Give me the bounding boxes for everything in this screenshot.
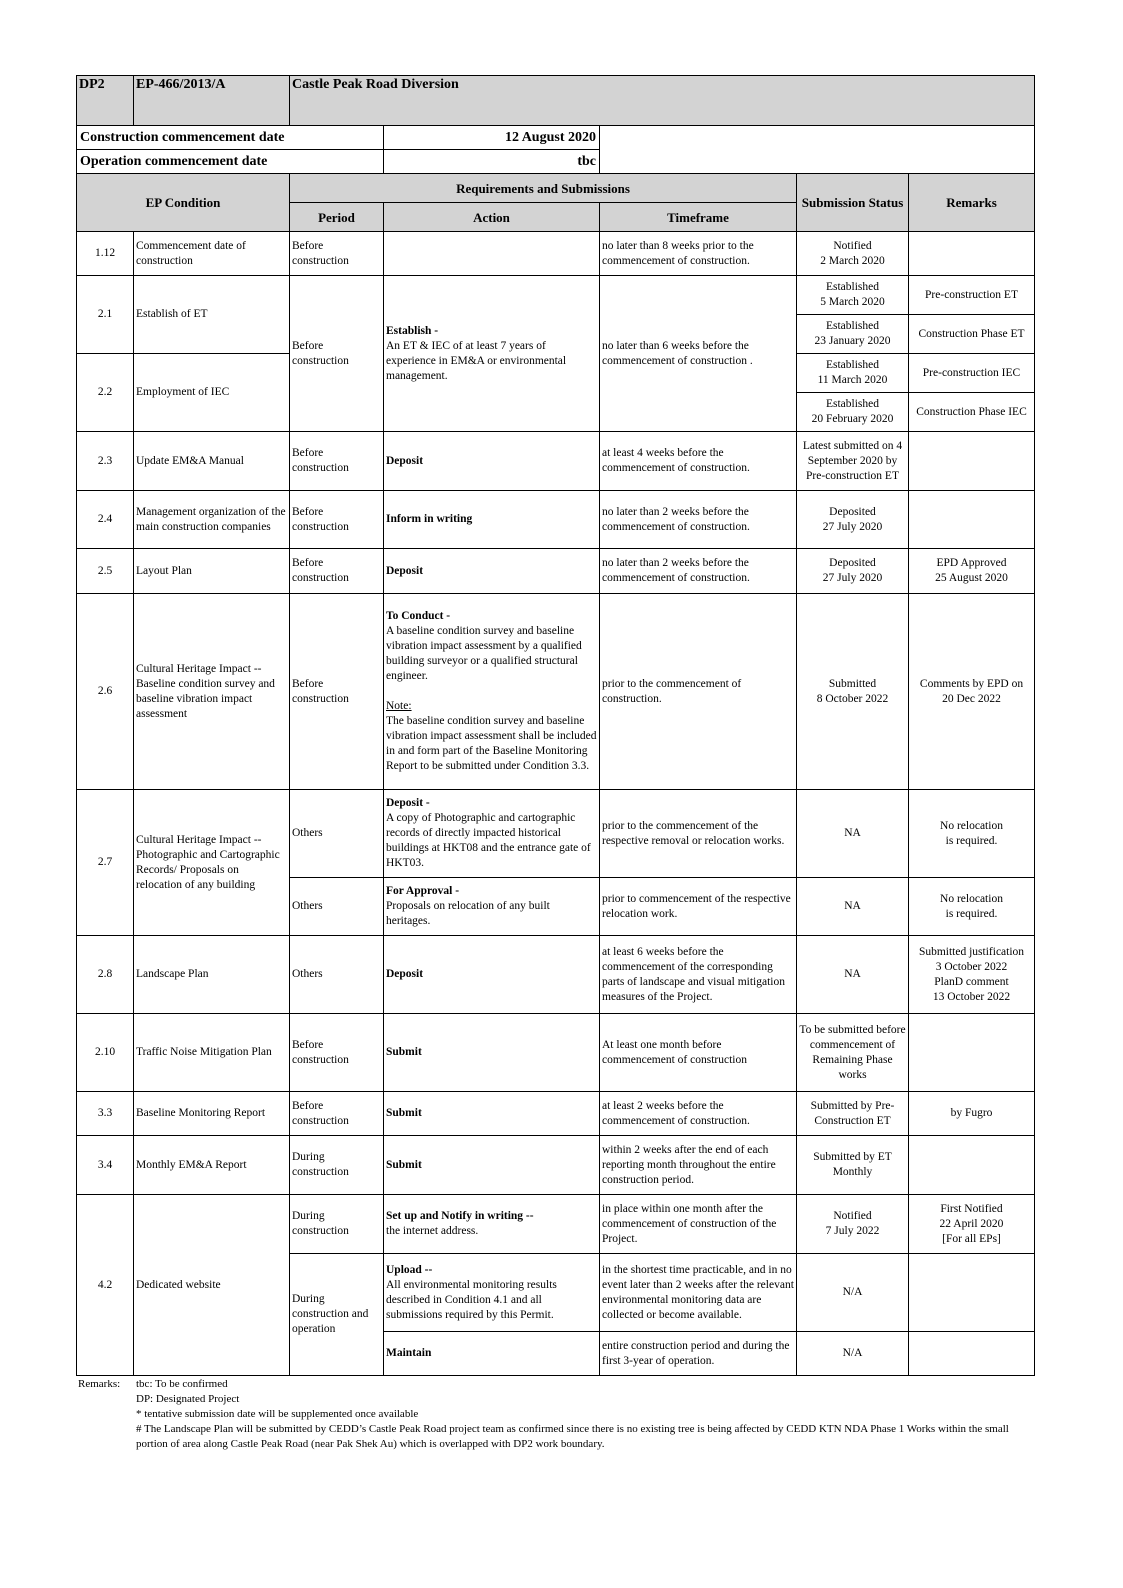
condition-number: 2.2 bbox=[77, 354, 134, 432]
note-text: The baseline condition survey and baseline vibration impact assessment shall be included in and form part of the Baseline Monitoring Report to be submitted under Condition 3.3. bbox=[386, 715, 597, 772]
col-remarks: Remarks bbox=[909, 174, 1035, 232]
timeframe-cell: at least 2 weeks before the commencement of construction. bbox=[600, 1092, 797, 1136]
dp-code: DP2 bbox=[77, 76, 134, 126]
action-cell: Submit bbox=[384, 1014, 600, 1092]
remarks-cell bbox=[909, 1332, 1035, 1376]
table-row bbox=[77, 276, 1035, 315]
condition-title: Management organization of the main construction companies bbox=[134, 491, 290, 549]
condition-title: Baseline Monitoring Report bbox=[134, 1092, 290, 1136]
timeframe-cell: entire construction period and during the first 3-year of operation. bbox=[600, 1332, 797, 1376]
action-title: Set up and Notify in writing -- bbox=[386, 1210, 534, 1222]
condition-title: Traffic Noise Mitigation Plan bbox=[134, 1014, 290, 1092]
period-cell: Before construction bbox=[290, 549, 384, 594]
table-row bbox=[77, 1014, 1035, 1092]
action-text: the internet address. bbox=[386, 1225, 479, 1237]
timeframe-cell: in the shortest time practicable, and in no event later than 2 weeks after the relevant environmental monitoring data are collected or become available. bbox=[600, 1254, 797, 1332]
col-requirements: Requirements and Submissions bbox=[290, 174, 797, 203]
action-title: For Approval - bbox=[386, 885, 460, 897]
remark-line: * tentative submission date will be supplemented once available bbox=[136, 1408, 419, 1420]
table-row bbox=[77, 232, 1035, 276]
remarks-cell: No relocation is required. bbox=[909, 790, 1035, 878]
table-row bbox=[77, 1136, 1035, 1195]
action-title: To Conduct - bbox=[386, 610, 451, 622]
timeframe-cell: at least 4 weeks before the commencement of construction. bbox=[600, 432, 797, 491]
status-cell: N/A bbox=[797, 1254, 909, 1332]
status-cell: Deposited 27 July 2020 bbox=[797, 491, 909, 549]
remarks-cell bbox=[909, 1254, 1035, 1332]
status-cell: Established 20 February 2020 bbox=[797, 393, 909, 432]
remark-line: # The Landscape Plan will be submitted by CEDD’s Castle Peak Road project team as confirmed since there is no existing tree is being affected by CEDD KTN NDA Phase 1 Works within the small portion of area along Castle Peak Road (near Pak Shek Au) which is overlapped with DP2 work boundary. bbox=[136, 1423, 1009, 1450]
status-cell: Established 23 January 2020 bbox=[797, 315, 909, 354]
remarks-lines bbox=[136, 1377, 1036, 1452]
status-cell: Submitted by ET Monthly bbox=[797, 1136, 909, 1195]
action-cell: Inform in writing bbox=[384, 491, 600, 549]
condition-number: 2.10 bbox=[77, 1014, 134, 1092]
condition-title: Establish of ET bbox=[134, 276, 290, 354]
timeframe-cell: no later than 6 weeks before the commencement of construction . bbox=[600, 276, 797, 432]
action-cell bbox=[384, 232, 600, 276]
condition-number: 1.12 bbox=[77, 232, 134, 276]
table-row bbox=[77, 1092, 1035, 1136]
period-cell: Before construction bbox=[290, 594, 384, 790]
status-cell: Latest submitted on 4 September 2020 by Pre-construction ET bbox=[797, 432, 909, 491]
operation-commencement-label: Operation commencement date bbox=[77, 150, 384, 174]
action-text: All environmental monitoring results described in Condition 4.1 and all submissions required by this Permit. bbox=[386, 1278, 557, 1321]
table-row bbox=[77, 1195, 1035, 1254]
dates-table bbox=[76, 125, 1035, 174]
status-cell: To be submitted before commencement of Remaining Phase works bbox=[797, 1014, 909, 1092]
timeframe-cell: no later than 2 weeks before the commencement of construction. bbox=[600, 549, 797, 594]
table-row bbox=[77, 936, 1035, 1014]
remarks-cell: Construction Phase ET bbox=[909, 315, 1035, 354]
status-cell: Established 5 March 2020 bbox=[797, 276, 909, 315]
status-cell: N/A bbox=[797, 1332, 909, 1376]
remarks-cell bbox=[909, 232, 1035, 276]
timeframe-cell: prior to the commencement of construction. bbox=[600, 594, 797, 790]
condition-number: 2.4 bbox=[77, 491, 134, 549]
period-cell: Before construction bbox=[290, 1014, 384, 1092]
col-ep-condition: EP Condition bbox=[77, 174, 290, 232]
condition-number: 3.3 bbox=[77, 1092, 134, 1136]
condition-title: Landscape Plan bbox=[134, 936, 290, 1014]
condition-number: 2.6 bbox=[77, 594, 134, 790]
condition-title: Update EM&A Manual bbox=[134, 432, 290, 491]
col-timeframe: Timeframe bbox=[600, 203, 797, 232]
table-row bbox=[77, 594, 1035, 790]
status-cell: Submitted by Pre-Construction ET bbox=[797, 1092, 909, 1136]
action-cell bbox=[384, 878, 600, 936]
remarks-cell: Comments by EPD on 20 Dec 2022 bbox=[909, 594, 1035, 790]
status-cell: Notified 7 July 2022 bbox=[797, 1195, 909, 1254]
timeframe-cell: no later than 2 weeks before the commencement of construction. bbox=[600, 491, 797, 549]
remarks-cell: Construction Phase IEC bbox=[909, 393, 1035, 432]
action-cell bbox=[384, 790, 600, 878]
condition-number: 3.4 bbox=[77, 1136, 134, 1195]
period-cell: Before construction bbox=[290, 276, 384, 432]
period-cell: During construction and operation bbox=[290, 1254, 384, 1376]
condition-number: 2.5 bbox=[77, 549, 134, 594]
ep-conditions-table bbox=[76, 173, 1035, 1376]
action-cell bbox=[384, 594, 600, 790]
action-cell bbox=[384, 1195, 600, 1254]
status-cell: Deposited 27 July 2020 bbox=[797, 549, 909, 594]
condition-title: Dedicated website bbox=[134, 1195, 290, 1376]
condition-number: 2.7 bbox=[77, 790, 134, 936]
status-cell: NA bbox=[797, 790, 909, 878]
period-cell: Before construction bbox=[290, 432, 384, 491]
action-cell: Submit bbox=[384, 1136, 600, 1195]
remarks-cell: No relocation is required. bbox=[909, 878, 1035, 936]
ep-number: EP-466/2013/A bbox=[134, 76, 290, 126]
condition-title: Cultural Heritage Impact -- Photographic and Cartographic Records/ Proposals on relocation of any building bbox=[134, 790, 290, 936]
condition-title: Cultural Heritage Impact -- Baseline condition survey and baseline vibration impact assessment bbox=[134, 594, 290, 790]
remark-line: DP: Designated Project bbox=[136, 1393, 240, 1405]
action-cell bbox=[384, 276, 600, 432]
timeframe-cell: at least 6 weeks before the commencement of the corresponding parts of landscape and visual mitigation measures of the Project. bbox=[600, 936, 797, 1014]
action-text: An ET & IEC of at least 7 years of experience in EM&A or environmental management. bbox=[386, 339, 567, 382]
condition-number: 2.8 bbox=[77, 936, 134, 1014]
condition-title: Layout Plan bbox=[134, 549, 290, 594]
period-cell: Others bbox=[290, 936, 384, 1014]
table-row bbox=[77, 491, 1035, 549]
remarks-cell: Pre-construction ET bbox=[909, 276, 1035, 315]
dates-blank bbox=[600, 126, 1035, 174]
action-cell: Maintain bbox=[384, 1332, 600, 1376]
condition-title: Employment of IEC bbox=[134, 354, 290, 432]
col-submission-status: Submission Status bbox=[797, 174, 909, 232]
remarks-cell: First Notified 22 April 2020 [For all EPs] bbox=[909, 1195, 1035, 1254]
timeframe-cell: no later than 8 weeks prior to the commencement of construction. bbox=[600, 232, 797, 276]
action-cell: Submit bbox=[384, 1092, 600, 1136]
remarks-cell: EPD Approved 25 August 2020 bbox=[909, 549, 1035, 594]
status-cell: NA bbox=[797, 878, 909, 936]
condition-title: Monthly EM&A Report bbox=[134, 1136, 290, 1195]
period-cell: During construction bbox=[290, 1195, 384, 1254]
action-cell: Deposit bbox=[384, 432, 600, 491]
condition-number: 2.1 bbox=[77, 276, 134, 354]
action-cell: Deposit bbox=[384, 549, 600, 594]
construction-commencement-label: Construction commencement date bbox=[77, 126, 384, 150]
construction-commencement-value: 12 August 2020 bbox=[384, 126, 600, 150]
period-cell: Before construction bbox=[290, 491, 384, 549]
period-cell: Others bbox=[290, 790, 384, 878]
status-cell: NA bbox=[797, 936, 909, 1014]
footnote-remarks bbox=[78, 1377, 1036, 1452]
note-label: Note: bbox=[386, 700, 412, 712]
header-table bbox=[76, 75, 1035, 126]
period-cell: Others bbox=[290, 878, 384, 936]
action-cell: Deposit bbox=[384, 936, 600, 1014]
action-title: Upload -- bbox=[386, 1263, 433, 1276]
timeframe-cell: in place within one month after the commencement of construction of the Project. bbox=[600, 1195, 797, 1254]
status-cell: Established 11 March 2020 bbox=[797, 354, 909, 393]
action-text: A copy of Photographic and cartographic records of directly impacted historical buildings at HKT08 and the entrance gate of HKT03. bbox=[386, 812, 591, 869]
condition-number: 2.3 bbox=[77, 432, 134, 491]
table-row bbox=[77, 432, 1035, 491]
col-period: Period bbox=[290, 203, 384, 232]
action-title: Deposit - bbox=[386, 797, 430, 809]
condition-number: 4.2 bbox=[77, 1195, 134, 1376]
status-cell: Submitted 8 October 2022 bbox=[797, 594, 909, 790]
remarks-cell bbox=[909, 1136, 1035, 1195]
action-cell bbox=[384, 1254, 600, 1332]
remarks-label: Remarks: bbox=[78, 1378, 121, 1390]
period-cell: Before construction bbox=[290, 1092, 384, 1136]
operation-commencement-value: tbc bbox=[384, 150, 600, 174]
remark-line: tbc: To be confirmed bbox=[136, 1378, 228, 1390]
action-title: Establish - bbox=[386, 324, 439, 337]
remarks-cell: by Fugro bbox=[909, 1092, 1035, 1136]
timeframe-cell: At least one month before commencement of construction bbox=[600, 1014, 797, 1092]
remarks-cell: Pre-construction IEC bbox=[909, 354, 1035, 393]
condition-title: Commencement date of construction bbox=[134, 232, 290, 276]
timeframe-cell: prior to the commencement of the respective removal or relocation works. bbox=[600, 790, 797, 878]
table-row bbox=[77, 790, 1035, 878]
period-cell: During construction bbox=[290, 1136, 384, 1195]
remarks-cell bbox=[909, 1014, 1035, 1092]
status-cell: Notified 2 March 2020 bbox=[797, 232, 909, 276]
col-action: Action bbox=[384, 203, 600, 232]
table-row bbox=[77, 549, 1035, 594]
timeframe-cell: within 2 weeks after the end of each reporting month throughout the entire construction period. bbox=[600, 1136, 797, 1195]
period-cell: Before construction bbox=[290, 232, 384, 276]
project-title: Castle Peak Road Diversion bbox=[290, 76, 1035, 126]
timeframe-cell: prior to commencement of the respective relocation work. bbox=[600, 878, 797, 936]
action-text: Proposals on relocation of any built heritages. bbox=[386, 900, 550, 927]
remarks-cell bbox=[909, 432, 1035, 491]
remarks-cell bbox=[909, 491, 1035, 549]
action-text: A baseline condition survey and baseline vibration impact assessment by a qualified building surveyor or a qualified structural engineer. bbox=[386, 625, 582, 682]
remarks-cell: Submitted justification 3 October 2022 PlanD comment 13 October 2022 bbox=[909, 936, 1035, 1014]
